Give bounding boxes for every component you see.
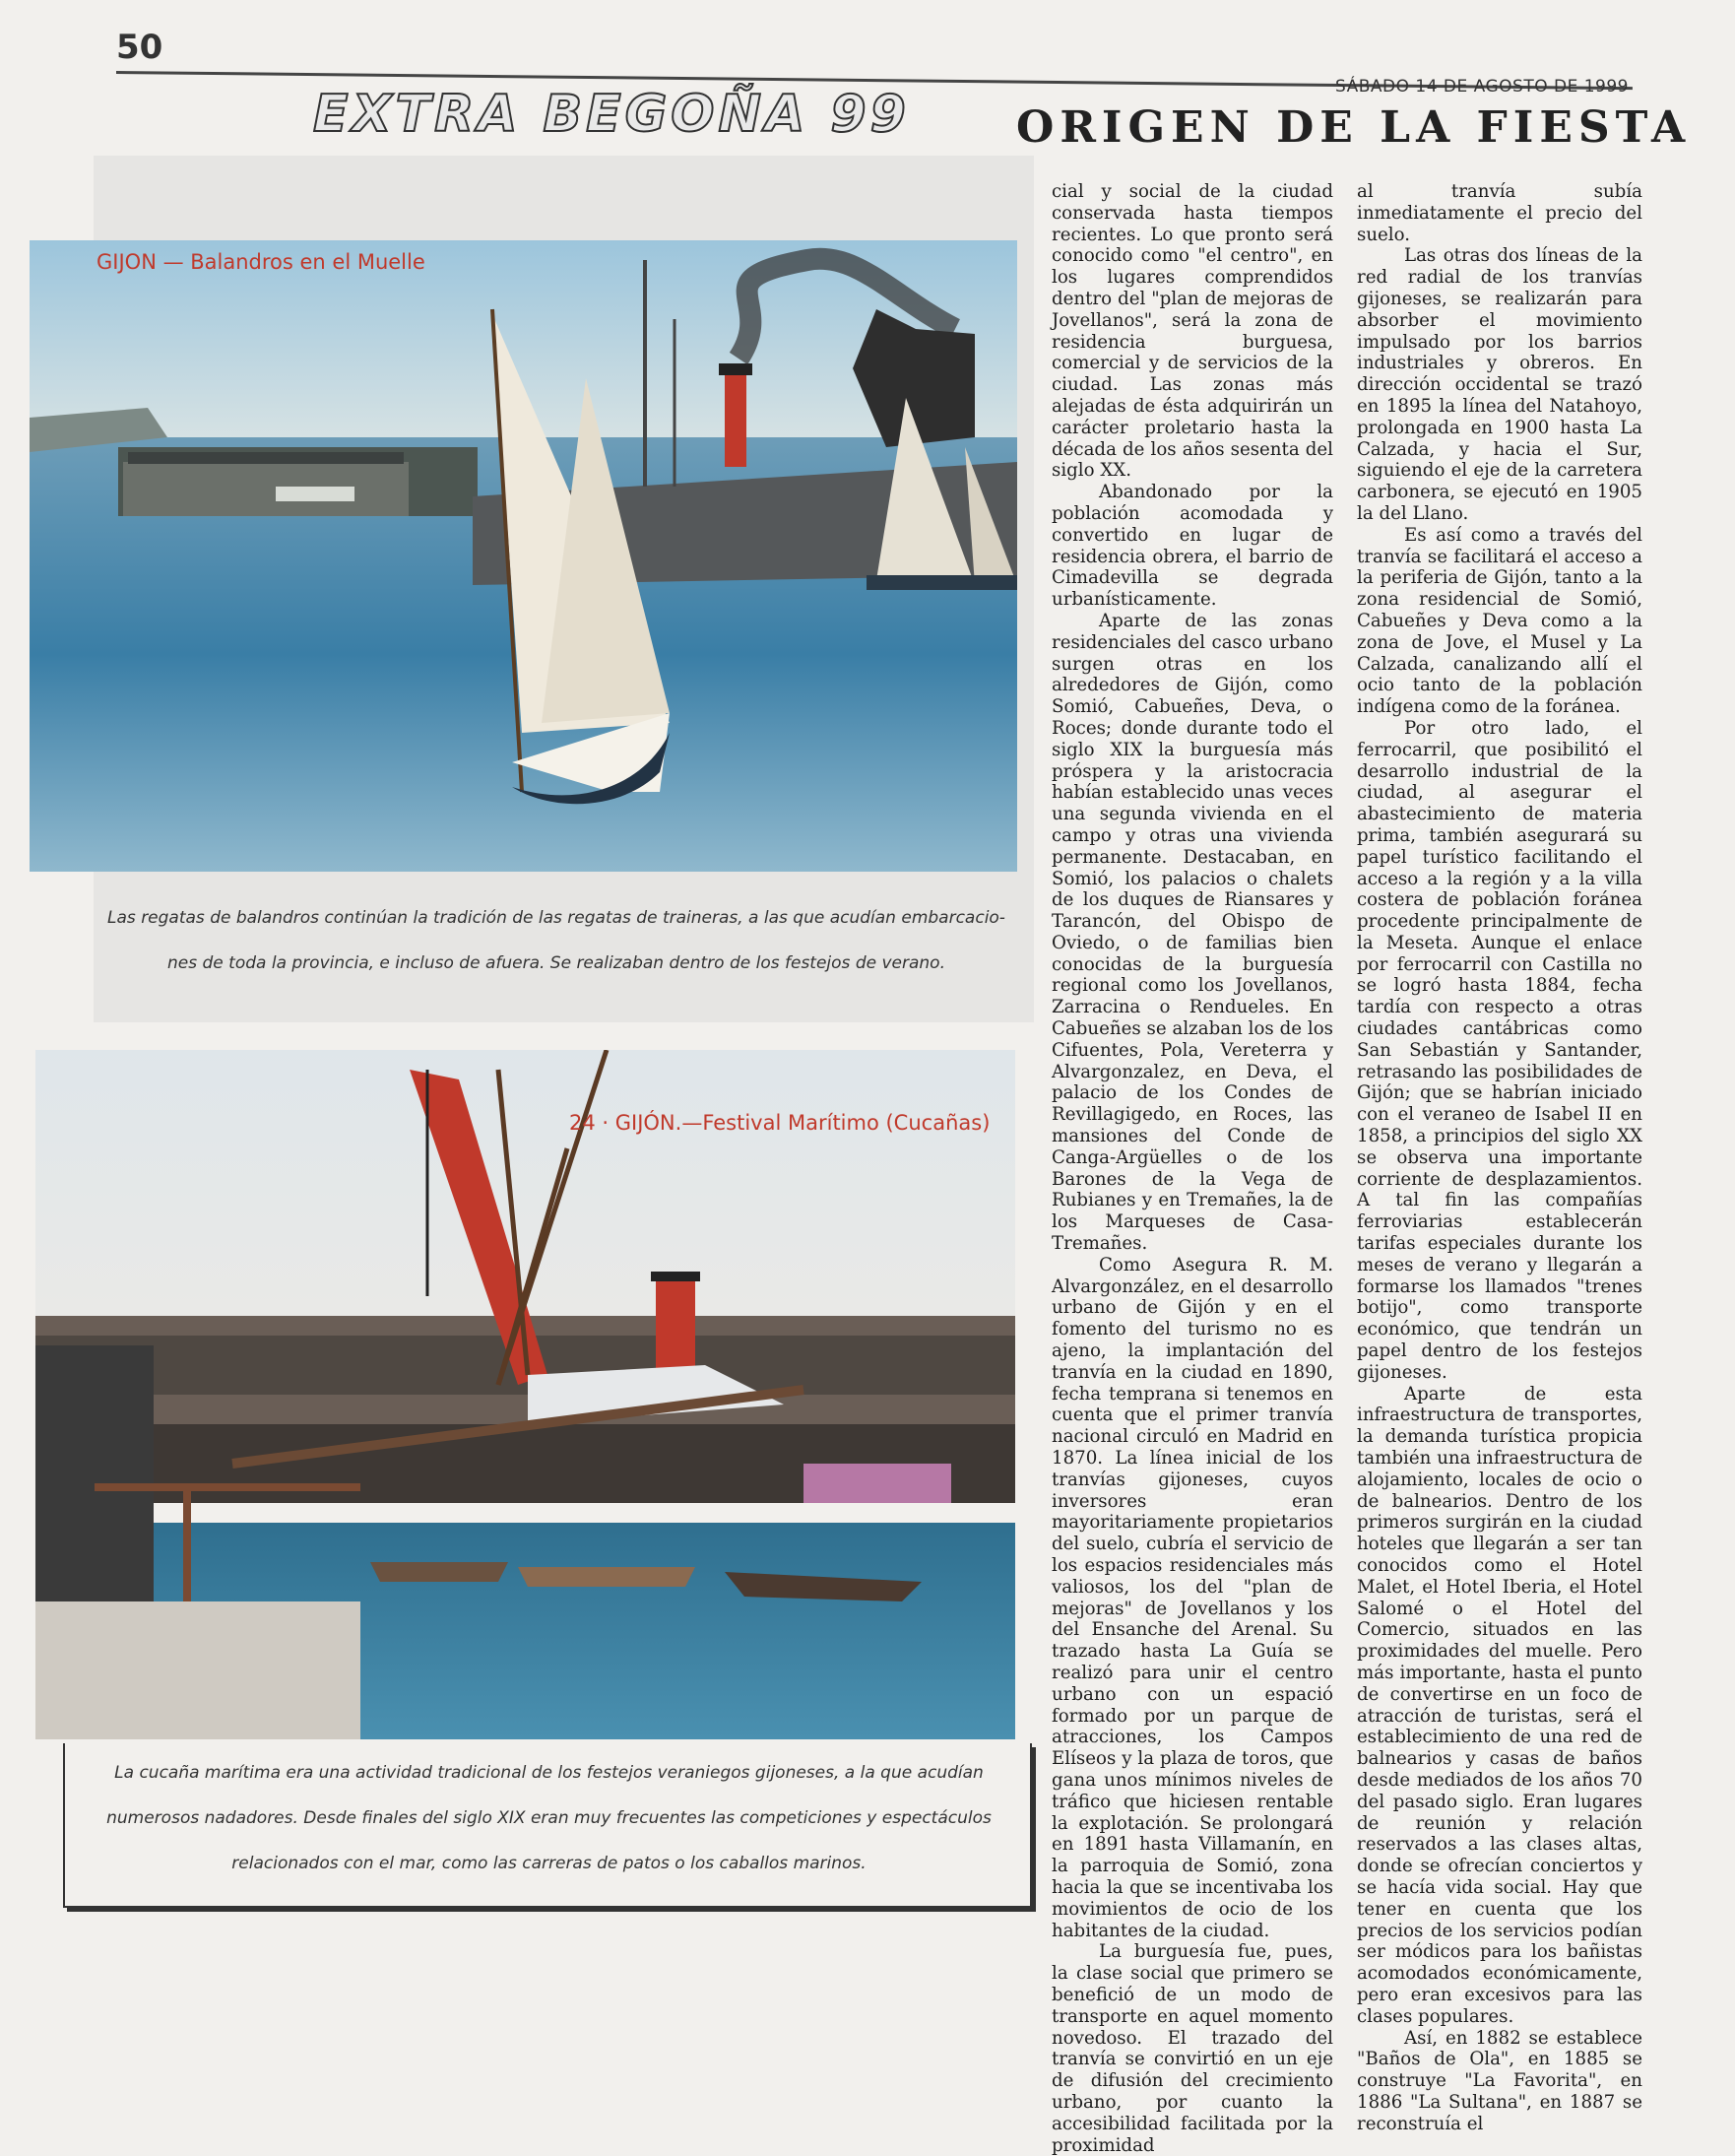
page-number: 50	[116, 28, 163, 67]
col2-paragraph: Por otro lado, el ferrocarril, que posibilitó el desarrollo industrial de la ciudad, al asegurar el abastecimiento de materia prima, también asegurará su papel turístico facilitando el acceso a la región y a la villa costera de población foránea procedente principalmente de la Meseta. Aunque el enlace por ferrocarril con Castilla no se logró hasta 1884, fecha tardía con respecto a otras ciudades cantábricas como San Sebastián y Santander, retrasando las posibilidades de Gijón; que se habrían iniciado con el veraneo de Isabel II en 1858, a principios del siglo XX se observa una importante corriente de desplazamientos. A tal fin las compañías ferroviarias establecerán tarifas especiales durante los meses de verano y llegarán a formarse los llamados "trenes botijo", como transporte económico, que tendrán un papel dentro de los festejos gijoneses.	[1357, 717, 1642, 1383]
col1-paragraph: Abandonado por la población acomodada y convertido en lugar de residencia obrera, el barrio de Cimadevilla se degrada urbanísticamente.	[1052, 482, 1333, 611]
col2-paragraph: Las otras dos líneas de la red radial de los tranvías gijoneses, se realizarán para absorber el movimiento impulsado por los barrios industriales y obreros. En dirección occidental se trazó en 1895 la línea del Natahoyo, prolongada en 1900 hasta La Calzada, y hacia el Sur, siguiendo el eje de la carretera carbonera, se ejecutó en 1905 la del Llano.	[1357, 245, 1642, 524]
photo1-overlay-title: GIJON — Balandros en el Muelle	[96, 250, 425, 274]
photo2-caption: La cucaña marítima era una actividad tradicional de los festejos veraniegos gijoneses, a la que acudían numerosos nadadores. Desde finales del siglo XIX eran muy frecuentes las competiciones y espectáculos relacionados con el mar, como las carreras de patos o los caballos marinos.	[106, 1763, 992, 1873]
col2-paragraph: Así, en 1882 se establece "Baños de Ola", en 1885 se construye "La Favorita", en 1886 "La Sultana", en 1887 se reconstruía el	[1357, 2027, 1642, 2134]
col2-paragraph: al tranvía subía inmediatamente el precio del suelo.	[1357, 181, 1642, 245]
photo2-overlay-title: 24 · GIJÓN.—Festival Marítimo (Cucañas)	[569, 1111, 991, 1135]
col2-paragraph: Aparte de esta infraestructura de transportes, la demanda turística propicia también una infraestructura de alojamiento, locales de ocio o de balnearios. Dentro de los primeros surgirán en la ciudad hoteles que llegarán a ser tan conocidos como el Hotel Malet, el Hotel Iberia, el Hotel Salomé o el Hotel del Comercio, situados en las proximidades del muelle. Pero más importante, hasta el punto de convertirse en un foco de atracción de turistas, será el establecimiento de una red de balnearios y casas de baños desde mediados de los años 70 del pasado siglo. Eran lugares de reunión y relación reservados a las clases altas, donde se ofrecían conciertos y se hacía vida social. Hay que tener en cuenta que los precios de los servicios podían ser módicos para los bañistas acomodados económicamente, pero eran excesivos para las clases populares.	[1357, 1383, 1642, 2027]
header-date: SÁBADO 14 DE AGOSTO DE 1999	[1334, 77, 1629, 97]
col1-paragraph: cial y social de la ciudad conservada hasta tiempos recientes. Lo que pronto será conocido como "el centro", en los lugares comprendidos dentro del "plan de mejoras de Jovellanos", será la zona de residencia burguesa, comercial y de servicios de la ciudad. Las zonas más alejadas de ésta adquirirán un carácter proletario hasta la década de los años sesenta del siglo XX.	[1052, 181, 1333, 482]
article-column-2	[1357, 181, 1642, 2135]
festival-illustration	[35, 1050, 1015, 1739]
col1-paragraph: Como Asegura R. M. Alvargonzález, en el desarrollo urbano de Gijón y en el fomento del turismo no es ajeno, la implantación del tranvía en la ciudad en 1890, fecha temprana si tenemos en cuenta que el primer tranvía nacional circuló en Madrid en 1870. La línea inicial de los tranvías gijoneses, cuyos inversores eran mayoritariamente propietarios del suelo, cubría el servicio de los espacios residenciales más valiosos, los del "plan de mejoras" de Jovellanos y los del Ensanche del Arenal. Su trazado hasta La Guía se realizó para unir el centro urbano con un espació formado por un parque de atracciones, los Campos Elíseos y la plaza de toros, que gana unos mínimos niveles de tráfico que hiciesen rentable la explotación. Se prolongará en 1891 hasta Villamanín, en la parroquia de Somió, zona hacia la que se incentivaba los movimientos de ocio de los habitantes de la ciudad.	[1052, 1254, 1333, 1941]
col2-paragraph: Es así como a través del tranvía se facilitará el acceso a la periferia de Gijón, tanto a la zona residencial de Somió, Cabueñes y Deva como a la zona de Jove, el Musel y La Calzada, canalizando allí el ocio tanto de la población indígena como de la foránea.	[1357, 524, 1642, 718]
photo-festival-maritimo	[35, 1050, 1015, 1739]
masthead-title: EXTRA BEGOÑA 99	[313, 85, 910, 144]
article-column-1	[1052, 181, 1333, 2156]
col1-paragraph: Aparte de las zonas residenciales del casco urbano surgen otras en los alrededores de Gijón, como Somió, Cabueñes, Deva, o Roces; donde durante todo el siglo XIX la burguesía más próspera y la aristocracia habían establecido unas veces una segunda vivienda en el campo y otras una vivienda permanente. Destacaban, en Somió, los palacios o chalets de los duques de Riansares y Tarancón, del Obispo de Oviedo, o de familias bien conocidas de la burguesía regional como los Jovellanos, Zarracina o Rendueles. En Cabueñes se alzaban los de los Cifuentes, Pola, Vereterra y Alvargonzalez, en Deva, el palacio de los Condes de Revillagigedo, en Roces, las mansiones del Conde de Canga-Argüelles o de los Barones de la Vega de Rubianes y en Tremañes, la de los Marqueses de Casa-Tremañes.	[1052, 610, 1333, 1255]
photo-sailboat-harbor	[30, 240, 1017, 872]
section-title: ORIGEN DE LA FIESTA	[1016, 102, 1692, 153]
col1-paragraph: La burguesía fue, pues, la clase social que primero se benefició de un modo de transporte en aquel momento novedoso. El trazado del tranvía se convirtió en un eje de difusión del crecimiento urbano, por cuanto la accesibilidad facilitada por la proximidad	[1052, 1941, 1333, 2156]
photo1-caption: Las regatas de balandros continúan la tradición de las regatas de traineras, a las que acudían embarcacio- nes de toda la provincia, e incluso de afuera. Se realizaban dentro de los festejos de verano.	[107, 908, 1005, 973]
sailboat-illustration	[30, 240, 1017, 872]
